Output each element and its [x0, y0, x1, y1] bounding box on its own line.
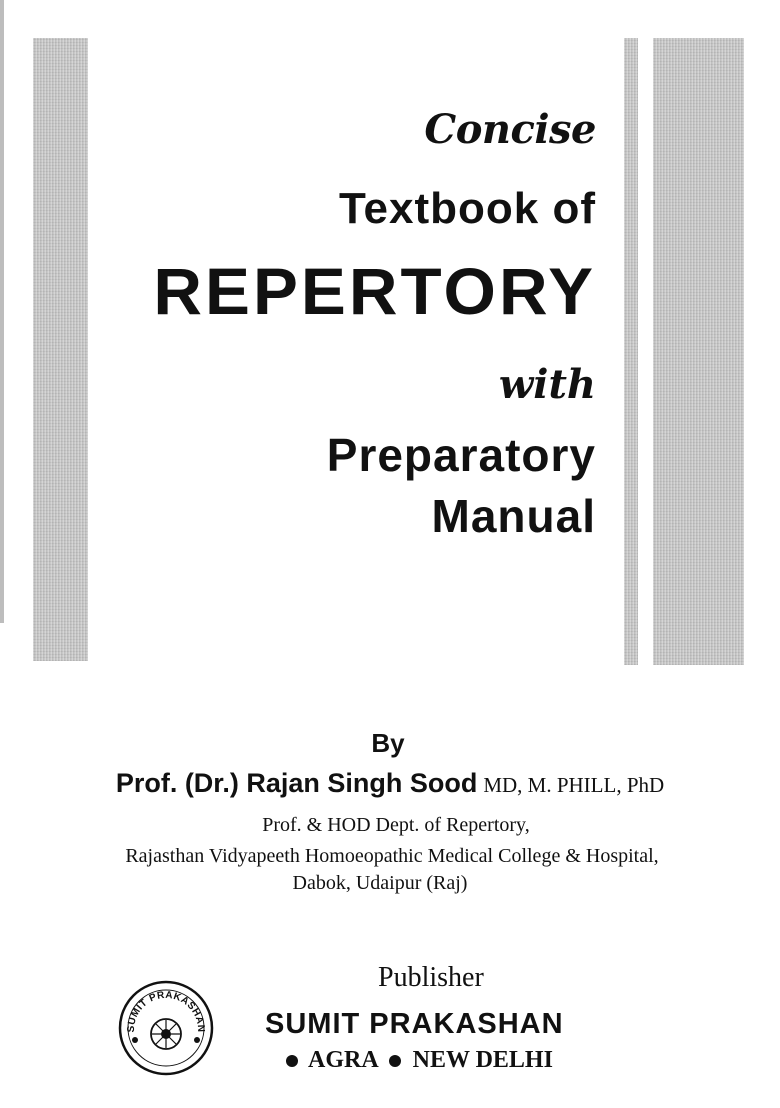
logo-text: SUMIT PRAKASHAN: [125, 989, 207, 1033]
bullet-icon: [286, 1055, 298, 1067]
publisher-cities: [286, 1047, 553, 1074]
decorative-stripe-right-thin: [624, 38, 638, 665]
title-preparatory: Preparatory: [326, 429, 596, 481]
author-degrees: MD, M. PHILL, PhD: [483, 773, 665, 797]
author-name: Prof. (Dr.) Rajan Singh Sood: [115, 768, 478, 798]
decorative-stripe-left-thin: [0, 0, 4, 623]
city-new-delhi: NEW DELHI: [412, 1047, 553, 1073]
title-textbook-of: Textbook of: [338, 184, 596, 233]
title-concise: Concise: [424, 106, 596, 153]
publisher-label: Publisher: [378, 962, 484, 993]
publisher-logo-icon: [118, 980, 214, 1076]
title-with: with: [498, 361, 596, 408]
publisher-name: SUMIT PRAKASHAN: [265, 1008, 564, 1040]
author-position: Prof. & HOD Dept. of Repertory,: [262, 814, 530, 836]
decorative-stripe-right: [653, 38, 744, 665]
by-label: By: [371, 728, 405, 758]
author-line: [0, 768, 780, 799]
title-manual: Manual: [431, 490, 596, 542]
title-repertory: REPERTORY: [153, 254, 596, 328]
author-place: Dabok, Udaipur (Raj): [292, 872, 468, 894]
city-agra: AGRA: [308, 1047, 379, 1073]
bullet-icon: [389, 1055, 401, 1067]
decorative-stripe-left: [33, 38, 88, 661]
author-college: Rajasthan Vidyapeeth Homoeopathic Medical College & Hospital,: [125, 845, 659, 867]
